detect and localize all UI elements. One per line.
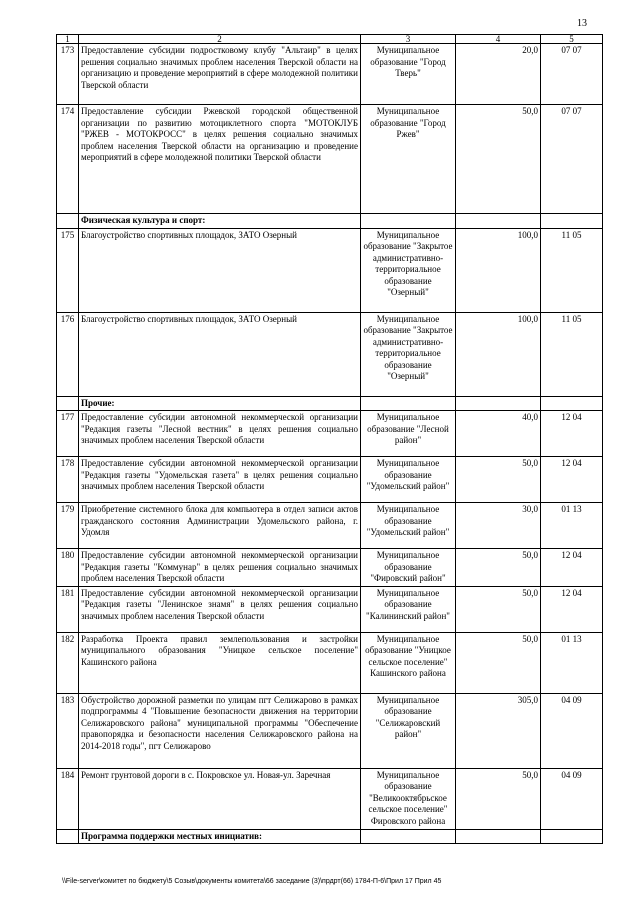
row-budget-code: 11 05	[541, 228, 603, 312]
row-number: 173	[57, 44, 79, 105]
row-description: Предоставление субсидии Ржевской городской общественной организации по развитию мотоциклетного спорта "МОТОКЛУБ "РЖЕВ - МОТОКРОСС" в целях решения социально значимых проблем населения Тверской области на организацию и проведение мероприятий в сфере молодежной политики Тверской области	[79, 105, 361, 214]
row-number: 177	[57, 411, 79, 457]
section-num-cell	[57, 829, 79, 844]
row-budget-code: 12 04	[541, 586, 603, 632]
row-description: Приобретение системного блока для компьютера в отдел записи актов гражданского состояния Администрации Удомельского района, г. Удомля	[79, 503, 361, 549]
column-header: 3	[361, 35, 456, 44]
row-municipality: Муниципальное образование "Удомельский район"	[361, 457, 456, 503]
column-header: 2	[79, 35, 361, 44]
row-number: 175	[57, 228, 79, 312]
table-row	[57, 105, 603, 214]
table-row	[57, 503, 603, 549]
row-amount: 100,0	[456, 312, 541, 396]
row-budget-code: 12 04	[541, 457, 603, 503]
section-row	[57, 214, 603, 229]
row-municipality: Муниципальное образование "Удомельский район"	[361, 503, 456, 549]
row-description: Предоставление субсидии автономной некоммерческой организации "Редакция газеты "Удомельская газета" в целях решения социально значимых проблем населения Тверской области	[79, 457, 361, 503]
row-budget-code: 12 04	[541, 411, 603, 457]
column-header: 5	[541, 35, 603, 44]
row-municipality: Муниципальное образование "Уницкое сельское поселение" Кашинского района	[361, 632, 456, 693]
row-description: Предоставление субсидии автономной некоммерческой организации "Редакция газеты "Лесной вестник" в целях решения социально значимых проблем населения Тверской области	[79, 411, 361, 457]
row-amount: 50,0	[456, 105, 541, 214]
row-amount: 50,0	[456, 768, 541, 829]
empty-cell	[361, 214, 456, 229]
row-amount: 50,0	[456, 632, 541, 693]
section-row	[57, 396, 603, 411]
row-description: Обустройство дорожной разметки по улицам пгт Селижарово в рамках подпрограммы 4 "Повышение безопасности движения на территории Селижаровского района" муниципальной программы "Обеспечение правопорядка и безопасности населения Селижаровского района на 2014-2018 годы", пгт Селижарово	[79, 693, 361, 768]
table-row	[57, 44, 603, 105]
row-budget-code: 11 05	[541, 312, 603, 396]
row-municipality: Муниципальное образование "Селижаровский район"	[361, 693, 456, 768]
row-number: 180	[57, 549, 79, 587]
row-description: Благоустройство спортивных площадок, ЗАТО Озерный	[79, 228, 361, 312]
table-row	[57, 411, 603, 457]
table-row	[57, 632, 603, 693]
section-title: Программа поддержки местных инициатив:	[79, 829, 361, 844]
table-row	[57, 312, 603, 396]
section-title: Прочие:	[79, 396, 361, 411]
section-title: Физическая культура и спорт:	[79, 214, 361, 229]
row-amount: 50,0	[456, 457, 541, 503]
row-description: Предоставление субсидии автономной некоммерческой организации "Редакция газеты "Коммунар" в целях решения социально значимых проблем населения Тверской области	[79, 549, 361, 587]
column-header: 4	[456, 35, 541, 44]
row-number: 179	[57, 503, 79, 549]
empty-cell	[361, 396, 456, 411]
row-description: Благоустройство спортивных площадок, ЗАТО Озерный	[79, 312, 361, 396]
section-num-cell	[57, 214, 79, 229]
row-number: 181	[57, 586, 79, 632]
row-amount: 20,0	[456, 44, 541, 105]
row-budget-code: 04 09	[541, 768, 603, 829]
row-budget-code: 04 09	[541, 693, 603, 768]
row-municipality: Муниципальное образование "Город Ржев"	[361, 105, 456, 214]
row-amount: 40,0	[456, 411, 541, 457]
row-number: 184	[57, 768, 79, 829]
empty-cell	[541, 829, 603, 844]
row-amount: 100,0	[456, 228, 541, 312]
row-amount: 30,0	[456, 503, 541, 549]
empty-cell	[456, 829, 541, 844]
row-budget-code: 07 07	[541, 105, 603, 214]
row-number: 174	[57, 105, 79, 214]
row-budget-code: 01 13	[541, 503, 603, 549]
row-number: 176	[57, 312, 79, 396]
table-row	[57, 693, 603, 768]
row-budget-code: 12 04	[541, 549, 603, 587]
row-amount: 50,0	[456, 586, 541, 632]
table-header-row	[57, 35, 603, 44]
row-budget-code: 01 13	[541, 632, 603, 693]
row-number: 178	[57, 457, 79, 503]
column-header: 1	[57, 35, 79, 44]
row-municipality: Муниципальное образование "Город Тверь"	[361, 44, 456, 105]
empty-cell	[456, 396, 541, 411]
row-description: Разработка Проекта правил землепользования и застройки муниципального образования "Уницкое сельское поселение" Кашинского района	[79, 632, 361, 693]
row-municipality: Муниципальное образование "Калининский район"	[361, 586, 456, 632]
row-number: 182	[57, 632, 79, 693]
budget-table	[56, 34, 603, 844]
empty-cell	[456, 214, 541, 229]
row-budget-code: 07 07	[541, 44, 603, 105]
row-description: Предоставление субсидии автономной некоммерческой организации "Редакция газеты "Ленинское знамя" в целях решения социально значимых проблем населения Тверской области	[79, 586, 361, 632]
empty-cell	[541, 214, 603, 229]
row-municipality: Муниципальное образование "Закрытое административно-территориальное образование "Озерный"	[361, 228, 456, 312]
row-municipality: Муниципальное образование "Фировский район"	[361, 549, 456, 587]
empty-cell	[361, 829, 456, 844]
table-row	[57, 228, 603, 312]
row-description: Предоставление субсидии подростковому клубу "Альтаир" в целях решения социально значимых проблем населения Тверской области на организацию и проведение мероприятий в сфере молодежной политики Тверской области	[79, 44, 361, 105]
row-municipality: Муниципальное образование "Великооктябрьское сельское поселение" Фировского района	[361, 768, 456, 829]
table-row	[57, 549, 603, 587]
table-row	[57, 768, 603, 829]
file-path-footer: \\File-server\комитет по бюджету\5 Созыв\документы комитета\66 заседание (3)\прдрт(66) 1784-П-6\Прил 17 Прил 45	[62, 878, 442, 885]
empty-cell	[541, 396, 603, 411]
table-row	[57, 586, 603, 632]
row-amount: 305,0	[456, 693, 541, 768]
row-number: 183	[57, 693, 79, 768]
row-amount: 50,0	[456, 549, 541, 587]
section-row	[57, 829, 603, 844]
section-num-cell	[57, 396, 79, 411]
row-municipality: Муниципальное образование "Закрытое административно-территориальное образование "Озерный"	[361, 312, 456, 396]
row-municipality: Муниципальное образование "Лесной район"	[361, 411, 456, 457]
page-number: 13	[577, 18, 587, 29]
row-description: Ремонт грунтовой дороги в с. Покровское ул. Новая-ул. Заречная	[79, 768, 361, 829]
table-row	[57, 457, 603, 503]
